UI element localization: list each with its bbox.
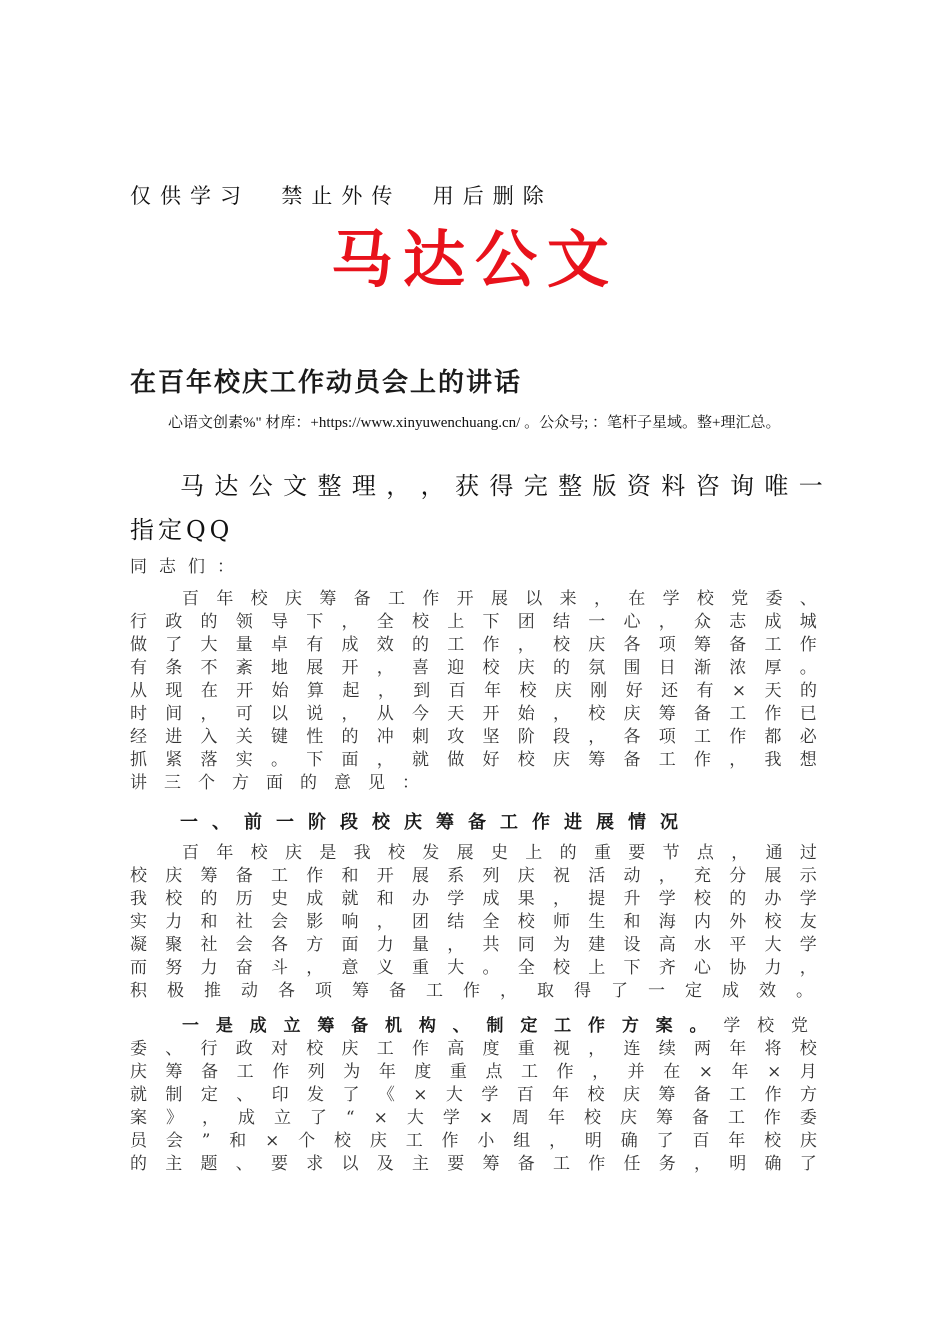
paragraph-intro	[130, 588, 817, 795]
para-line: 有 条 不 紊 地 展 开 ， 喜 迎 校 庆 的 氛 围 日 渐 浓 厚 。	[130, 658, 817, 678]
para-line: 讲三个方面的意见：	[130, 773, 436, 793]
para-line: 百 年 校 庆 是 我 校 发 展 史 上 的 重 要 节 点 ， 通 过	[182, 843, 817, 863]
para-line: 抓 紧 落 实 。 下 面 ， 就 做 好 校 庆 筹 备 工 作 ， 我 想	[130, 750, 817, 770]
section-heading-1: 一、前一阶段校庆筹备工作进展情况	[180, 812, 692, 833]
para-line: 庆 筹 备 工 作 列 为 年 度 重 点 工 作 ， 并 在 × 年 × 月	[130, 1062, 817, 1082]
document-title: 在百年校庆工作动员会上的讲话	[130, 368, 523, 398]
promo-text	[130, 464, 825, 552]
para-line: 凝 聚 社 会 各 方 面 力 量 ， 共 同 为 建 设 高 水 平 大 学	[130, 935, 817, 955]
para-line: 而 努 力 奋 斗 ， 意 义 重 大 。 全 校 上 下 齐 心 协 力 ，	[130, 958, 817, 978]
brand-logo-text: 马达公文	[330, 223, 619, 296]
para-line: 的 主 题 、 要 求 以 及 主 要 筹 备 工 作 任 务 ， 明 确 了	[130, 1154, 817, 1174]
promo-line-1: 马 达 公 文 整 理 ， ， 获 得 完 整 版 资 料 咨 询 唯 一	[180, 472, 825, 500]
usage-notice: 仅供学习 禁止外传 用后删除	[130, 184, 553, 208]
para-line: 案 》 ， 成 立 了 “ × 大 学 × 周 年 校 庆 筹 备 工 作 委	[130, 1108, 817, 1128]
para-line	[130, 1015, 817, 1038]
para-line: 积极推动各项筹备工作，取得了一定成效。	[130, 981, 833, 1001]
point-1-lead: 一是成立筹备机构、制定工作方案。	[182, 1016, 724, 1036]
para-line: 行 政 的 领 导 下 ， 全 校 上 下 团 结 一 心 ， 众 志 成 城	[130, 612, 817, 632]
greeting: 同志们：	[130, 557, 246, 577]
paragraph-point-1	[130, 1015, 817, 1176]
para-line: 就 制 定 、 印 发 了 《 × 大 学 百 年 校 庆 筹 备 工 作 方	[130, 1085, 817, 1105]
paragraph-section-1	[130, 842, 833, 1003]
para-line: 委 、 行 政 对 校 庆 工 作 高 度 重 视 ， 连 续 两 年 将 校	[130, 1039, 817, 1059]
para-line: 实 力 和 社 会 影 响 ， 团 结 全 校 师 生 和 海 内 外 校 友	[130, 912, 817, 932]
para-line: 从 现 在 开 始 算 起 ， 到 百 年 校 庆 刚 好 还 有 × 天 的	[130, 681, 817, 701]
para-line: 经 进 入 关 键 性 的 冲 刺 攻 坚 阶 段 ， 各 项 工 作 都 必	[130, 727, 817, 747]
para-line: 校 庆 筹 备 工 作 和 开 展 系 列 庆 祝 活 动 ， 充 分 展 示	[130, 866, 817, 886]
para-line: 时 间 ， 可 以 说 ， 从 今 天 开 始 ， 校 庆 筹 备 工 作 已	[130, 704, 817, 724]
point-1-lead-rest: 学校党	[723, 1016, 818, 1036]
para-line: 做 了 大 量 卓 有 成 效 的 工 作 ， 校 庆 各 项 筹 备 工 作	[130, 635, 817, 655]
para-line: 我 校 的 历 史 成 就 和 办 学 成 果 ， 提 升 学 校 的 办 学	[130, 889, 817, 909]
para-line: 百 年 校 庆 筹 备 工 作 开 展 以 来 ， 在 学 校 党 委 、	[182, 589, 817, 609]
source-note: 心语文创素%" 材库：+https://www.xinyuwenchuang.cn/ 。公众号; ：笔杆子星域。整+理汇总。	[168, 415, 781, 431]
promo-line-2: 指定QQ	[130, 516, 234, 544]
para-line: 员 会 ” 和 × 个 校 庆 工 作 小 组 ， 明 确 了 百 年 校 庆	[130, 1131, 817, 1151]
